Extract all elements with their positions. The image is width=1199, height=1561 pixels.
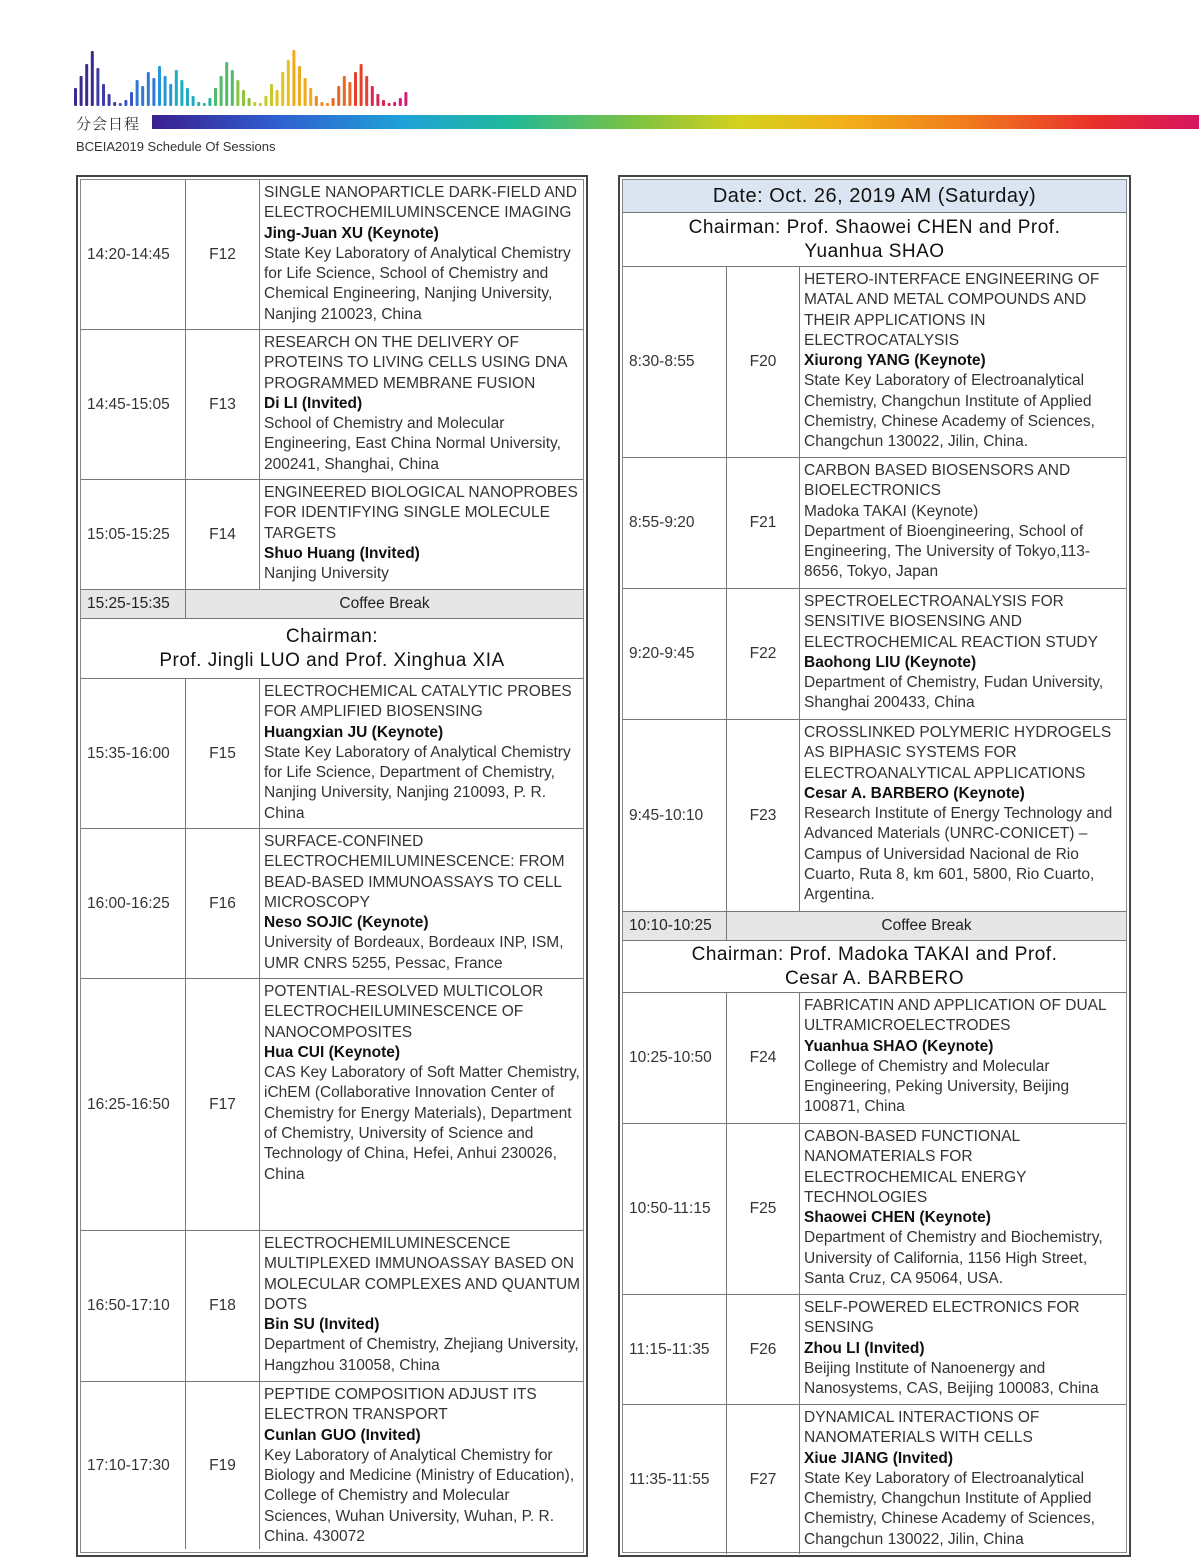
speaker-name: Zhou LI (Invited) bbox=[804, 1339, 925, 1357]
section-title-cn: 分会日程 bbox=[76, 115, 141, 133]
session-time: 16:00-16:25 bbox=[81, 829, 186, 978]
speaker-name: Di LI (Invited) bbox=[264, 394, 363, 412]
speaker-affiliation: Research Institute of Energy Technology and Advanced Materials (UNRC-CONICET) – Campus of Universidad Nacional de Rio Cuarto, Ruta 8, km 601, 5800, Rio Cuarto, Argentina. bbox=[804, 805, 1113, 904]
chairman-names: Cesar A. BARBERO bbox=[784, 967, 965, 989]
session-details bbox=[800, 993, 1126, 1123]
session-details bbox=[800, 458, 1126, 588]
equalizer-bar bbox=[91, 51, 94, 106]
equalizer-bar bbox=[192, 96, 195, 106]
equalizer-bar bbox=[164, 76, 167, 106]
session-code: F26 bbox=[727, 1295, 800, 1404]
speaker-name: Madoka TAKAI (Keynote) bbox=[804, 502, 979, 520]
session-row bbox=[623, 1295, 1126, 1405]
talk-title: ELECTROCHEMICAL CATALYTIC PROBES FOR AMPLIFIED BIOSENSING bbox=[264, 683, 572, 721]
talk-title: RESEARCH ON THE DELIVERY OF PROTEINS TO LIVING CELLS USING DNA PROGRAMMED MEMBRANE FUSION bbox=[264, 334, 567, 392]
break-time: 10:10-10:25 bbox=[623, 912, 727, 940]
equalizer-bar bbox=[102, 84, 105, 106]
equalizer-bar bbox=[225, 62, 228, 106]
session-time: 8:55-9:20 bbox=[623, 458, 727, 588]
equalizer-bar bbox=[371, 86, 374, 106]
talk-title: SELF-POWERED ELECTRONICS FOR SENSING bbox=[804, 1299, 1080, 1337]
schedule-panel-left bbox=[76, 175, 588, 1557]
session-time: 10:50-11:15 bbox=[623, 1124, 727, 1294]
speaker-name: Xiue JIANG (Invited) bbox=[804, 1449, 953, 1467]
session-code: F27 bbox=[727, 1405, 800, 1554]
session-time: 15:05-15:25 bbox=[81, 480, 186, 589]
equalizer-bar bbox=[108, 94, 111, 106]
equalizer-bar bbox=[376, 94, 379, 106]
session-row bbox=[81, 679, 583, 829]
equalizer-bar bbox=[360, 64, 363, 106]
speaker-affiliation: State Key Laboratory of Electroanalytical Chemistry, Changchun Institute of Applied Chemistry, Chinese Academy of Sciences, Changchun 130022, Jilin, China bbox=[804, 1469, 1095, 1548]
session-code: F15 bbox=[186, 679, 260, 828]
session-row bbox=[623, 589, 1126, 720]
equalizer-bar bbox=[113, 102, 116, 106]
session-row bbox=[623, 267, 1126, 458]
speaker-affiliation: University of Bordeaux, Bordeaux INP, ISM, UMR CNRS 5255, Pessac, France bbox=[264, 934, 564, 972]
speaker-affiliation: College of Chemistry and Molecular Engineering, Peking University, Beijing 100871, China bbox=[804, 1057, 1070, 1116]
chairman-label: Chairman: Prof. Madoka TAKAI and Prof. bbox=[691, 943, 1058, 965]
speaker-name: Shaowei CHEN (Keynote) bbox=[804, 1209, 991, 1227]
speaker-affiliation: Department of Chemistry, Fudan University, Shanghai 200433, China bbox=[804, 674, 1104, 712]
talk-title: HETERO-INTERFACE ENGINEERING OF MATAL AND METAL COMPOUNDS AND THEIR APPLICATIONS IN ELECTROCATALYSIS bbox=[804, 271, 1100, 349]
equalizer-bar bbox=[96, 68, 99, 106]
equalizer-bar bbox=[74, 88, 77, 106]
speaker-name: Cunlan GUO (Invited) bbox=[264, 1426, 421, 1444]
session-time: 10:25-10:50 bbox=[623, 993, 727, 1123]
coffee-break-row bbox=[81, 590, 583, 619]
speaker-name: Cesar A. BARBERO (Keynote) bbox=[804, 784, 1025, 802]
equalizer-bar bbox=[337, 86, 340, 106]
chairman-header bbox=[623, 941, 1126, 993]
session-time: 9:20-9:45 bbox=[623, 589, 727, 719]
session-details bbox=[260, 180, 583, 329]
session-time: 8:30-8:55 bbox=[623, 267, 727, 457]
rainbow-divider bbox=[152, 115, 1199, 129]
equalizer-bar bbox=[147, 72, 150, 106]
session-row bbox=[81, 979, 583, 1231]
talk-title: CARBON BASED BIOSENSORS AND BIOELECTRONICS bbox=[804, 462, 1071, 500]
equalizer-bar bbox=[124, 100, 127, 106]
equalizer-bar bbox=[197, 102, 200, 106]
speaker-affiliation: Department of Chemistry and Biochemistry, University of California, 1156 High Street, Santa Cruz, CA 95064, USA. bbox=[804, 1229, 1103, 1288]
equalizer-bar bbox=[152, 78, 155, 106]
equalizer-bar bbox=[253, 102, 256, 106]
chairman-header bbox=[81, 619, 583, 679]
speaker-name: Hua CUI (Keynote) bbox=[264, 1043, 401, 1061]
equalizer-bar bbox=[175, 70, 178, 106]
session-row bbox=[81, 829, 583, 979]
speaker-affiliation: Key Laboratory of Analytical Chemistry for Biology and Medicine (Ministry of Education), College of Chemistry and Molecular Sciences, Wuhan University, Wuhan, P. R. China. 430072 bbox=[264, 1446, 575, 1546]
session-details bbox=[800, 267, 1126, 457]
chairman-header bbox=[623, 213, 1126, 267]
break-label: Coffee Break bbox=[339, 595, 430, 612]
equalizer-bar bbox=[343, 76, 346, 106]
equalizer-bar bbox=[309, 88, 312, 106]
equalizer-bar bbox=[180, 80, 183, 106]
equalizer-bar bbox=[326, 103, 329, 106]
equalizer-bar bbox=[332, 98, 335, 106]
equalizer-bar bbox=[136, 80, 139, 106]
talk-title: FABRICATIN AND APPLICATION OF DUAL ULTRAMICROELECTRODES bbox=[804, 997, 1107, 1035]
equalizer-bar bbox=[281, 72, 284, 106]
session-row bbox=[623, 720, 1126, 912]
speaker-affiliation: State Key Laboratory of Analytical Chemistry for Life Science, Department of Chemistry, Nanjing University, Nanjing 210093, P. R. China bbox=[264, 743, 571, 822]
section-subtitle: BCEIA2019 Schedule Of Sessions bbox=[76, 139, 276, 154]
session-details bbox=[260, 1382, 583, 1549]
session-row bbox=[81, 1382, 583, 1549]
talk-title: SPECTROELECTROANALYSIS FOR SENSITIVE BIOSENSING AND ELECTROCHEMICAL REACTION STUDY bbox=[804, 593, 1098, 651]
talk-title: SURFACE-CONFINED ELECTROCHEMILUMINESCENCE: FROM BEAD-BASED IMMUNOASSAYS TO CELL MICROSCOPY bbox=[264, 833, 565, 911]
equalizer-bar bbox=[270, 84, 273, 106]
session-details bbox=[260, 979, 583, 1230]
equalizer-bar bbox=[208, 98, 211, 106]
session-code: F21 bbox=[727, 458, 800, 588]
session-code: F23 bbox=[727, 720, 800, 911]
coffee-break-row bbox=[623, 912, 1126, 941]
speaker-affiliation: School of Chemistry and Molecular Engineering, East China Normal University, 200241, Shanghai, China bbox=[264, 415, 561, 473]
session-row bbox=[81, 480, 583, 590]
session-code: F22 bbox=[727, 589, 800, 719]
equalizer-bar bbox=[393, 102, 396, 106]
equalizer-bar bbox=[399, 98, 402, 106]
talk-title: DYNAMICAL INTERACTIONS OF NANOMATERIALS WITH CELLS bbox=[804, 1409, 1040, 1447]
speaker-affiliation: State Key Laboratory of Analytical Chemistry for Life Science, School of Chemistry and Chemical Engineering, Nanjing University, Nanjing 210023, China bbox=[264, 244, 571, 323]
equalizer-bar bbox=[220, 76, 223, 106]
session-row bbox=[623, 1405, 1126, 1554]
session-row bbox=[623, 993, 1126, 1124]
speaker-affiliation: Department of Bioengineering, School of Engineering, The University of Tokyo,113-8656, Tokyo, Japan bbox=[804, 522, 1091, 581]
equalizer-bar bbox=[320, 102, 323, 106]
chairman-label: Chairman: bbox=[285, 625, 379, 647]
session-time: 9:45-10:10 bbox=[623, 720, 727, 911]
equalizer-bar bbox=[214, 88, 217, 106]
session-row bbox=[81, 180, 583, 330]
talk-title: SINGLE NANOPARTICLE DARK-FIELD AND ELECTROCHEMILUMINSCENCE IMAGING bbox=[264, 184, 577, 222]
speaker-name: Shuo Huang (Invited) bbox=[264, 544, 420, 562]
session-date: Date: Oct. 26, 2019 AM (Saturday) bbox=[623, 180, 1126, 213]
equalizer-bar bbox=[231, 70, 234, 106]
session-details bbox=[800, 1124, 1126, 1294]
equalizer-bar bbox=[304, 78, 307, 106]
equalizer-bar bbox=[264, 96, 267, 106]
equalizer-bar bbox=[259, 103, 262, 106]
chairman-label: Chairman: Prof. Shaowei CHEN and Prof. bbox=[688, 216, 1061, 238]
equalizer-bar bbox=[365, 76, 368, 106]
equalizer-bar bbox=[382, 100, 385, 106]
page-header bbox=[0, 0, 1199, 170]
break-label: Coffee Break bbox=[881, 917, 972, 934]
session-code: F16 bbox=[186, 829, 260, 978]
session-details bbox=[260, 1231, 583, 1381]
schedule-panel-right bbox=[618, 175, 1131, 1557]
session-row bbox=[81, 330, 583, 480]
equalizer-bar bbox=[203, 103, 206, 106]
session-code: F13 bbox=[186, 330, 260, 479]
session-code: F12 bbox=[186, 180, 260, 329]
session-details bbox=[260, 829, 583, 978]
speaker-affiliation: Beijing Institute of Nanoenergy and Nanosystems, CAS, Beijing 100083, China bbox=[804, 1359, 1099, 1398]
speaker-name: Yuanhua SHAO (Keynote) bbox=[804, 1037, 994, 1055]
session-time: 16:50-17:10 bbox=[81, 1231, 186, 1381]
equalizer-bar bbox=[141, 86, 144, 106]
session-time: 17:10-17:30 bbox=[81, 1382, 186, 1549]
session-code: F17 bbox=[186, 979, 260, 1230]
equalizer-bar bbox=[85, 64, 88, 106]
session-row bbox=[623, 1124, 1126, 1295]
chairman-names: Yuanhua SHAO bbox=[804, 240, 945, 262]
session-time: 16:25-16:50 bbox=[81, 979, 186, 1230]
session-details bbox=[800, 1295, 1126, 1404]
equalizer-bar bbox=[276, 90, 279, 106]
equalizer-bar bbox=[388, 103, 391, 106]
session-code: F20 bbox=[727, 267, 800, 457]
equalizer-bar bbox=[315, 96, 318, 106]
speaker-name: Xiurong YANG (Keynote) bbox=[804, 352, 986, 370]
talk-title: PEPTIDE COMPOSITION ADJUST ITS ELECTRON TRANSPORT bbox=[264, 1386, 537, 1424]
speaker-name: Bin SU (Invited) bbox=[264, 1316, 380, 1334]
session-time: 11:35-11:55 bbox=[623, 1405, 727, 1554]
equalizer-bar bbox=[186, 88, 189, 106]
speaker-name: Huangxian JU (Keynote) bbox=[264, 723, 444, 741]
session-row bbox=[623, 458, 1126, 589]
talk-title: ENGINEERED BIOLOGICAL NANOPROBES FOR IDENTIFYING SINGLE MOLECULE TARGETS bbox=[264, 484, 578, 542]
session-time: 14:45-15:05 bbox=[81, 330, 186, 479]
equalizer-bar bbox=[158, 66, 161, 106]
equalizer-bar bbox=[248, 98, 251, 106]
session-time: 14:20-14:45 bbox=[81, 180, 186, 329]
session-details bbox=[260, 330, 583, 479]
session-time: 11:15-11:35 bbox=[623, 1295, 727, 1404]
talk-title: CABON-BASED FUNCTIONAL NANOMATERIALS FOR ELECTROCHEMICAL ENERGY TECHNOLOGIES bbox=[804, 1128, 1027, 1206]
talk-title: CROSSLINKED POLYMERIC HYDROGELS AS BIPHASIC SYSTEMS FOR ELECTROANALYTICAL APPLICATIONS bbox=[804, 724, 1112, 782]
equalizer-bar bbox=[404, 92, 407, 106]
session-time: 15:35-16:00 bbox=[81, 679, 186, 828]
session-details bbox=[800, 720, 1126, 911]
equalizer-bar bbox=[80, 76, 83, 106]
equalizer-bar bbox=[130, 92, 133, 106]
speaker-name: Jing-Juan XU (Keynote) bbox=[264, 224, 439, 242]
equalizer-bar bbox=[298, 66, 301, 106]
session-code: F14 bbox=[186, 480, 260, 589]
session-details bbox=[800, 1405, 1126, 1554]
session-details bbox=[260, 480, 583, 589]
session-code: F18 bbox=[186, 1231, 260, 1381]
talk-title: ELECTROCHEMILUMINESCENCE MULTIPLEXED IMMUNOASSAY BASED ON MOLECULAR COMPLEXES AND QUANTUM DOTS bbox=[264, 1235, 581, 1313]
speaker-affiliation: State Key Laboratory of Electroanalytical Chemistry, Changchun Institute of Applied Chemistry, Chinese Academy of Sciences, Changchun 130022, Jilin, China. bbox=[804, 372, 1095, 451]
equalizer-logo-icon bbox=[74, 48, 414, 106]
session-code: F19 bbox=[186, 1382, 260, 1549]
talk-title: POTENTIAL-RESOLVED MULTICOLOR ELECTROCHEILUMINESCENCE OF NANOCOMPOSITES bbox=[264, 983, 544, 1041]
session-row bbox=[81, 1231, 583, 1382]
session-code: F24 bbox=[727, 993, 800, 1123]
equalizer-bar bbox=[236, 80, 239, 106]
equalizer-bar bbox=[287, 60, 290, 106]
chairman-names: Prof. Jingli LUO and Prof. Xinghua XIA bbox=[159, 649, 505, 671]
speaker-name: Baohong LIU (Keynote) bbox=[804, 653, 977, 671]
equalizer-bar bbox=[169, 84, 172, 106]
equalizer-bar bbox=[354, 72, 357, 106]
speaker-affiliation: Nanjing University bbox=[264, 565, 389, 583]
equalizer-bar bbox=[242, 90, 245, 106]
equalizer-bar bbox=[119, 103, 122, 106]
equalizer-bar bbox=[348, 82, 351, 106]
session-details bbox=[260, 679, 583, 828]
equalizer-bar bbox=[292, 50, 295, 106]
session-details bbox=[800, 589, 1126, 719]
speaker-name: Neso SOJIC (Keynote) bbox=[264, 914, 429, 932]
session-code: F25 bbox=[727, 1124, 800, 1294]
break-time: 15:25-15:35 bbox=[81, 590, 186, 618]
speaker-affiliation: Department of Chemistry, Zhejiang University, Hangzhou 310058, China bbox=[264, 1336, 579, 1374]
speaker-affiliation: CAS Key Laboratory of Soft Matter Chemistry, iChEM (Collaborative Innovation Center of Chemistry for Energy Materials), Department of Chemistry, University of Science and Technology of China, Hefei, Anhui 230026, China bbox=[264, 1064, 580, 1183]
